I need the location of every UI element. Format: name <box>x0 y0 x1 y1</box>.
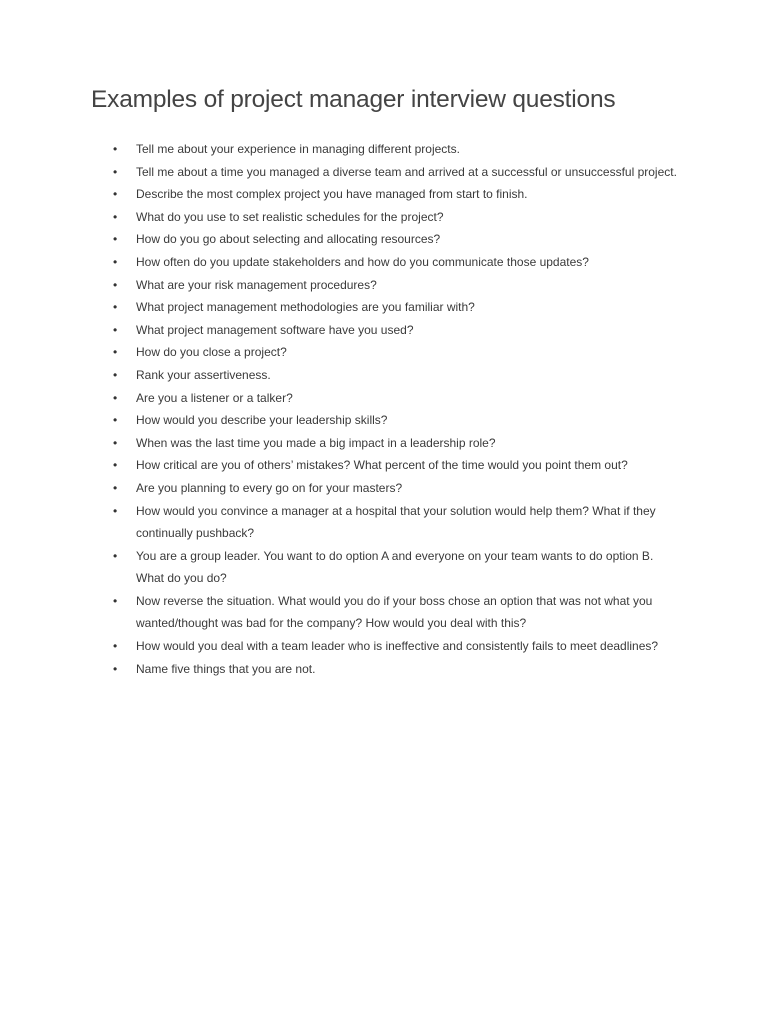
bullet-icon: • <box>113 435 118 450</box>
question-text: What do you do? <box>136 571 227 586</box>
question-item <box>0 183 677 206</box>
question-text: continually pushback? <box>136 526 255 541</box>
bullet-icon: • <box>113 367 118 382</box>
question-item <box>0 477 677 500</box>
question-text: wanted/thought was bad for the company? How would you deal with this? <box>136 616 527 631</box>
question-text: Are you planning to every go on for your masters? <box>136 480 403 495</box>
question-item <box>0 658 677 681</box>
question-text: When was the last time you made a big impact in a leadership role? <box>136 435 496 450</box>
question-item <box>0 206 677 229</box>
question-item <box>0 138 677 161</box>
question-item <box>0 432 677 455</box>
question-item <box>0 251 677 274</box>
bullet-icon: • <box>113 254 118 269</box>
question-item <box>0 545 677 590</box>
bullet-icon: • <box>113 661 118 676</box>
question-text: Describe the most complex project you have managed from start to finish. <box>136 187 528 202</box>
question-item <box>0 364 677 387</box>
bullet-icon: • <box>113 142 118 156</box>
question-item <box>0 161 677 184</box>
bullet-icon: • <box>113 503 118 518</box>
document-title: Examples of project manager interview questions <box>91 86 616 113</box>
question-text: What are your risk management procedures? <box>136 277 377 292</box>
question-text: Tell me about a time you managed a diverse team and arrived at a successful or unsuccessful project. <box>136 164 677 179</box>
question-text: Now reverse the situation. What would you do if your boss chose an option that was not what you <box>136 593 653 608</box>
question-text: Name five things that you are not. <box>136 661 316 676</box>
bullet-icon: • <box>113 458 118 473</box>
question-text: How critical are you of others’ mistakes? What percent of the time would you point them out? <box>136 458 628 473</box>
question-text: How do you close a project? <box>136 345 287 360</box>
question-item <box>0 635 677 658</box>
question-item <box>0 454 677 477</box>
question-item <box>0 409 677 432</box>
bullet-icon: • <box>113 232 118 247</box>
question-item <box>0 296 677 319</box>
question-list <box>0 138 677 680</box>
bullet-icon: • <box>113 548 118 563</box>
question-text: Are you a listener or a talker? <box>136 390 293 405</box>
question-item <box>0 500 677 545</box>
question-text: Rank your assertiveness. <box>136 367 271 382</box>
bullet-icon: • <box>113 345 118 360</box>
question-item <box>0 387 677 410</box>
bullet-icon: • <box>113 480 118 495</box>
bullet-icon: • <box>113 390 118 405</box>
bullet-icon: • <box>113 300 118 315</box>
bullet-icon: • <box>113 322 118 337</box>
question-item <box>0 228 677 251</box>
question-text: You are a group leader. You want to do option A and everyone on your team wants to do option B. <box>136 548 654 563</box>
question-item <box>0 341 677 364</box>
bullet-icon: • <box>113 593 118 608</box>
question-item <box>0 319 677 342</box>
bullet-icon: • <box>113 277 118 292</box>
question-item <box>0 274 677 297</box>
question-item <box>0 590 677 635</box>
question-text: What do you use to set realistic schedules for the project? <box>136 209 444 224</box>
question-text: How often do you update stakeholders and how do you communicate those updates? <box>136 254 589 269</box>
question-text: How would you describe your leadership skills? <box>136 413 388 428</box>
question-text: How do you go about selecting and allocating resources? <box>136 232 441 247</box>
bullet-icon: • <box>113 413 118 428</box>
question-text: Tell me about your experience in managing different projects. <box>136 142 460 156</box>
bullet-icon: • <box>113 187 118 202</box>
bullet-icon: • <box>113 639 118 654</box>
bullet-icon: • <box>113 164 118 179</box>
question-text: What project management methodologies are you familiar with? <box>136 300 475 315</box>
question-text: How would you convince a manager at a hospital that your solution would help them? What if they <box>136 503 656 518</box>
question-text: How would you deal with a team leader who is ineffective and consistently fails to meet deadlines? <box>136 639 659 654</box>
question-text: What project management software have you used? <box>136 322 414 337</box>
bullet-icon: • <box>113 209 118 224</box>
